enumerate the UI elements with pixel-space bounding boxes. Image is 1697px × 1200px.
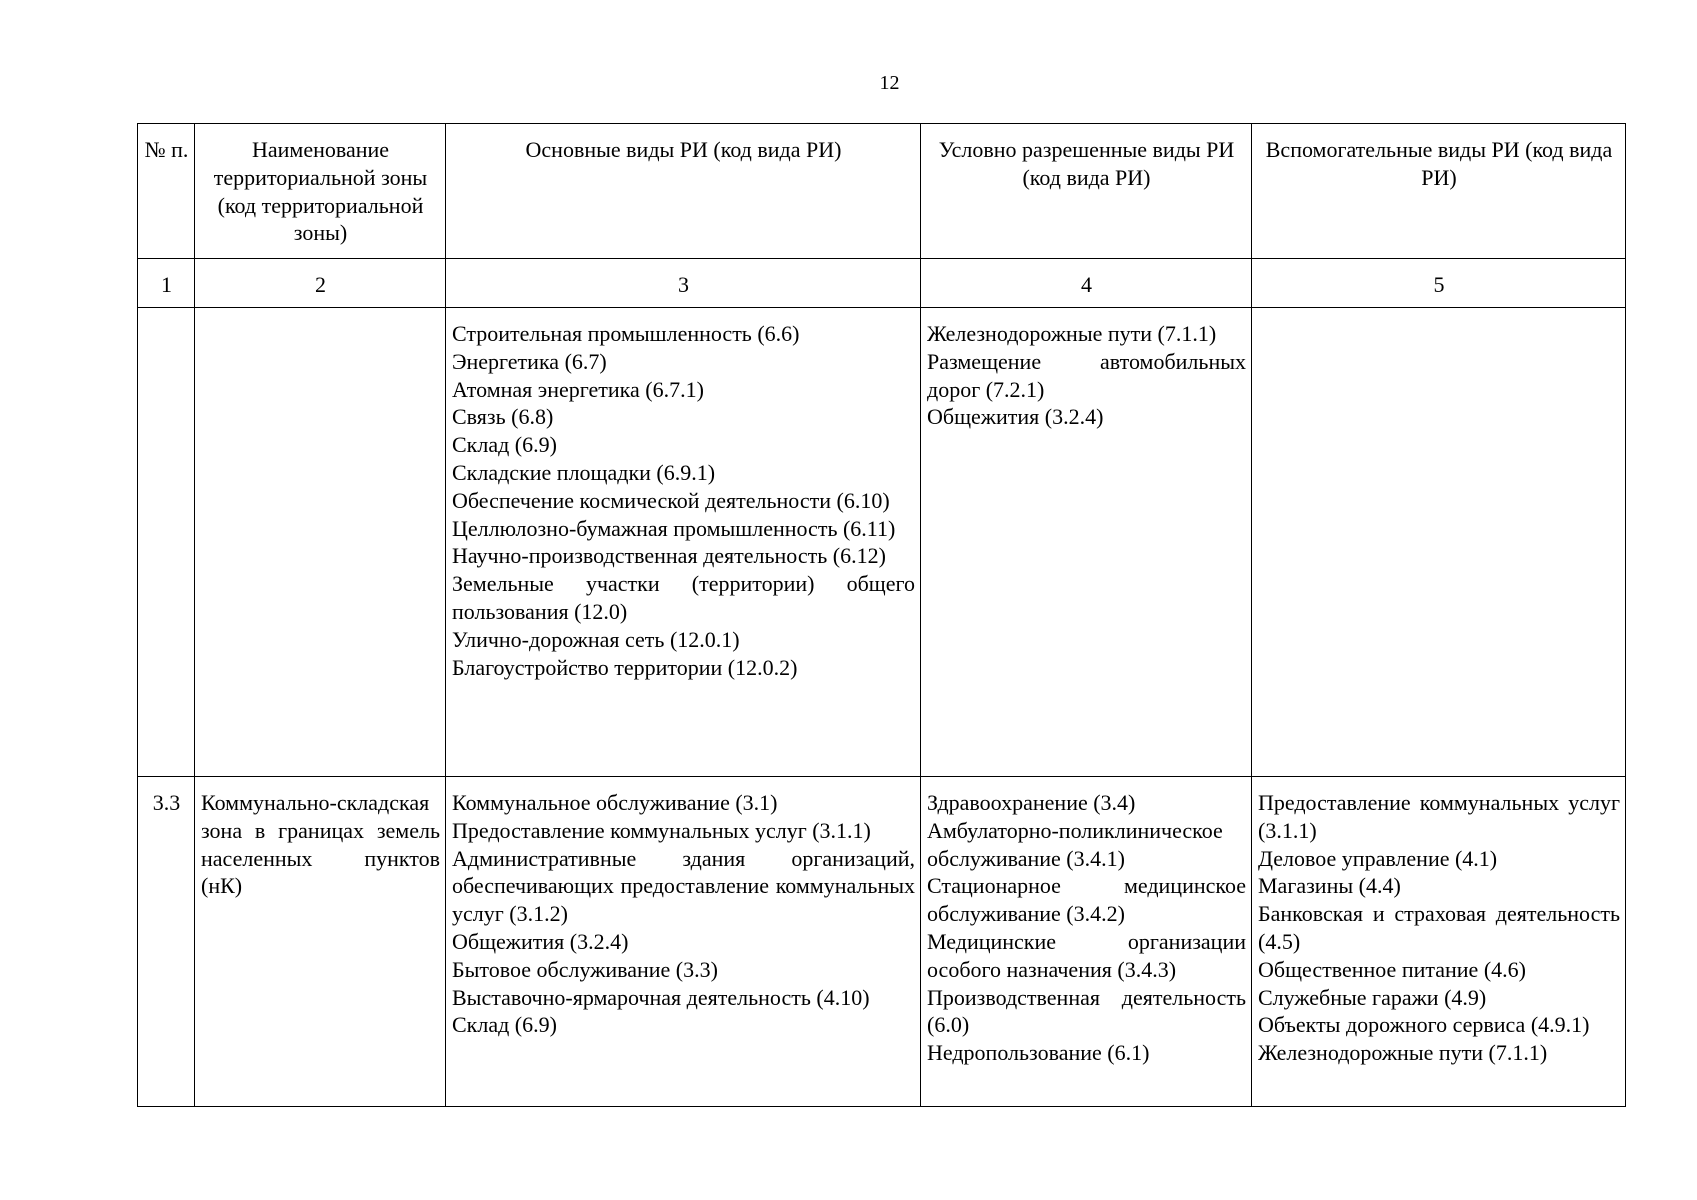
- table-row: [138, 308, 1626, 777]
- use-item: Выставочно-ярмарочная деятельность (4.10): [452, 984, 870, 1010]
- use-item: Административные здания организаций, обеспечивающих предоставление коммунальных услуг (3.1.2): [452, 845, 915, 927]
- use-item: Коммунальное обслуживание (3.1): [452, 790, 778, 815]
- auxiliary-uses-cell: [1252, 777, 1626, 1107]
- use-item: Энергетика (6.7): [452, 348, 607, 374]
- column-number: 1: [138, 259, 195, 308]
- use-item: Склад (6.9): [452, 432, 557, 458]
- use-item: Магазины (4.4): [1258, 873, 1401, 899]
- header-number: № п.: [138, 124, 195, 259]
- use-item: Предоставление коммунальных услуг (3.1.1): [452, 817, 871, 843]
- use-item: Общежития (3.2.4): [927, 404, 1104, 430]
- use-item: Предоставление коммунальных услуг (3.1.1): [1258, 790, 1620, 843]
- use-item: Стационарное медицинское обслуживание (3.4.2): [927, 873, 1246, 927]
- use-item: Недропользование (6.1): [927, 1040, 1150, 1066]
- zone-name: [195, 308, 446, 777]
- use-item: Целлюлозно-бумажная промышленность (6.11): [452, 515, 896, 541]
- use-item: Складские площадки (6.9.1): [452, 459, 716, 485]
- column-number: 2: [195, 259, 446, 308]
- use-item: Земельные участки (территории) общего пользования (12.0): [452, 571, 915, 624]
- conditional-uses-cell: [921, 308, 1252, 777]
- zone-name: Коммунально-складская зона в границах земель населенных пунктов (нК): [195, 777, 446, 1107]
- row-index: [138, 308, 195, 777]
- use-item: Связь (6.8): [452, 404, 554, 430]
- auxiliary-uses-cell: [1252, 308, 1626, 777]
- conditional-uses-cell: [921, 777, 1252, 1107]
- use-item: Объекты дорожного сервиса (4.9.1): [1258, 1012, 1590, 1038]
- use-item: Служебные гаражи (4.9): [1258, 984, 1487, 1010]
- main-uses-cell: [446, 308, 921, 777]
- land-use-table: [137, 123, 1626, 1107]
- table-row: [138, 777, 1626, 1107]
- use-item: Размещение автомобильных дорог (7.2.1): [927, 348, 1246, 402]
- header-zone-name: Наименование территориальной зоны (код территориальной зоны): [195, 124, 446, 259]
- use-item: Здравоохранение (3.4): [927, 790, 1136, 815]
- header-main-uses: Основные виды РИ (код вида РИ): [446, 124, 921, 259]
- use-item: Благоустройство территории (12.0.2): [452, 654, 798, 680]
- column-number: 4: [921, 259, 1252, 308]
- use-item: Производственная деятельность (6.0): [927, 984, 1246, 1038]
- column-number: 5: [1252, 259, 1626, 308]
- use-item: Амбулаторно-поликлиническое обслуживание (3.4.1): [927, 817, 1223, 871]
- header-conditional-uses: Условно разрешенные виды РИ (код вида РИ): [921, 124, 1252, 259]
- use-item: Медицинские организации особого назначения (3.4.3): [927, 928, 1246, 982]
- use-item: Обеспечение космической деятельности (6.10): [452, 487, 890, 513]
- row-index: 3.3: [138, 777, 195, 1107]
- use-item: Улично-дорожная сеть (12.0.1): [452, 626, 740, 652]
- use-item: Научно-производственная деятельность (6.12): [452, 543, 886, 569]
- use-item: Железнодорожные пути (7.1.1): [1258, 1040, 1548, 1066]
- use-item: Деловое управление (4.1): [1258, 845, 1498, 871]
- use-item: Общежития (3.2.4): [452, 928, 629, 954]
- use-item: Общественное питание (4.6): [1258, 956, 1526, 982]
- use-item: Строительная промышленность (6.6): [452, 321, 800, 346]
- use-item: Банковская и страховая деятельность (4.5): [1258, 901, 1620, 954]
- column-number-row: [138, 259, 1626, 308]
- table-header-row: [138, 124, 1626, 259]
- header-auxiliary-uses: Вспомогательные виды РИ (код вида РИ): [1252, 124, 1626, 259]
- column-number: 3: [446, 259, 921, 308]
- use-item: Склад (6.9): [452, 1012, 557, 1038]
- use-item: Атомная энергетика (6.7.1): [452, 376, 704, 402]
- use-item: Железнодорожные пути (7.1.1): [927, 321, 1217, 346]
- use-item: Бытовое обслуживание (3.3): [452, 956, 718, 982]
- main-uses-cell: [446, 777, 921, 1107]
- page-number: 12: [879, 72, 900, 94]
